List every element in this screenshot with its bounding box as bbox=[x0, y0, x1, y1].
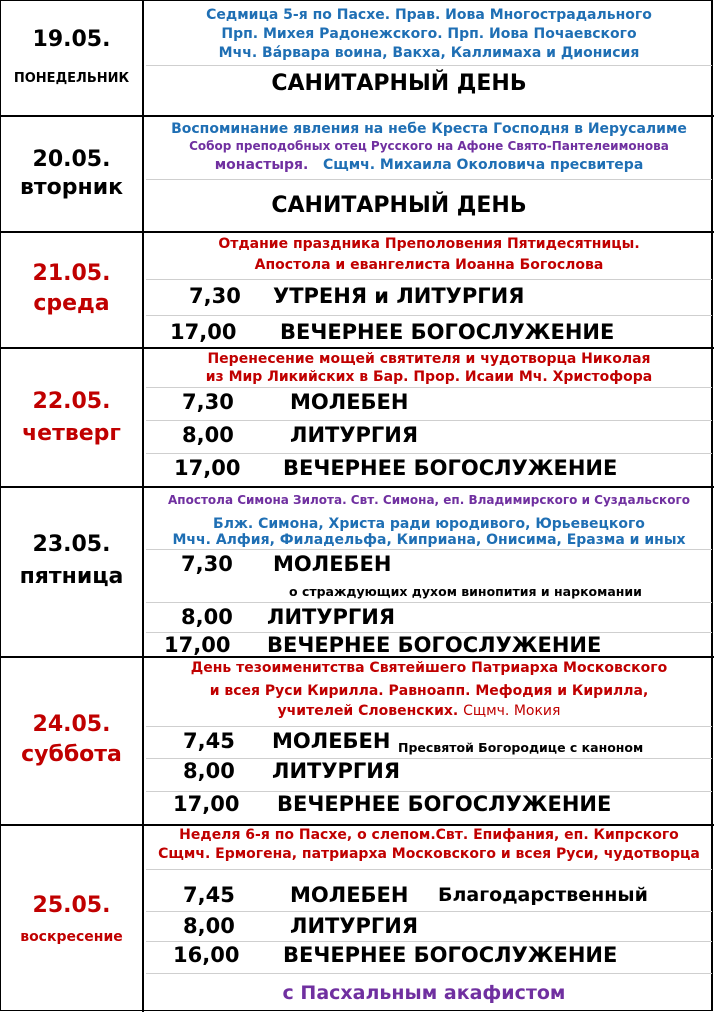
date-label: 23.05. bbox=[32, 532, 111, 557]
day-row-24 bbox=[1, 658, 714, 826]
service-name: ВЕЧЕРНЕЕ БОГОСЛУЖЕНИЕ bbox=[283, 943, 618, 967]
service-name: ЛИТУРГИЯ bbox=[272, 759, 401, 783]
date-cell bbox=[1, 658, 144, 824]
service-name: МОЛЕБЕН bbox=[272, 729, 391, 753]
service-time: 17,00 bbox=[164, 633, 231, 657]
service-name: ВЕЧЕРНЕЕ БОГОСЛУЖЕНИЕ bbox=[283, 456, 618, 480]
service-name: МОЛЕБЕН bbox=[290, 390, 409, 414]
day-row-25 bbox=[1, 826, 714, 1012]
reading-line: учителей Словенских. bbox=[277, 703, 459, 719]
weekday-label: пятница bbox=[19, 564, 124, 589]
day-row-21 bbox=[1, 233, 714, 349]
reading-line: Сщмч. Михаила Околовича пресвитера bbox=[322, 157, 644, 173]
reading-line: Блж. Симона, Христа ради юродивого, Юрьевецкого bbox=[213, 516, 645, 532]
service-time: 8,00 bbox=[181, 605, 233, 629]
day-row-19 bbox=[1, 1, 714, 117]
day-content bbox=[146, 233, 712, 347]
day-content bbox=[146, 1, 712, 115]
service-time: 17,00 bbox=[174, 456, 241, 480]
service-time: 8,00 bbox=[183, 759, 235, 783]
date-label: 20.05. bbox=[32, 147, 111, 172]
sanitary-day-notice: САНИТАРНЫЙ ДЕНЬ bbox=[271, 193, 527, 218]
reading-line: и всея Руси Кирилла. Равноапп. Мефодия и Кирилла, bbox=[209, 683, 649, 699]
weekday-label: суббота bbox=[21, 742, 122, 767]
date-cell bbox=[1, 1, 144, 115]
reading-line: монастыря. bbox=[214, 157, 309, 173]
weekday-label: вторник bbox=[19, 175, 124, 200]
date-label: 19.05. bbox=[32, 27, 111, 52]
service-name: ВЕЧЕРНЕЕ БОГОСЛУЖЕНИЕ bbox=[267, 633, 602, 657]
date-label: 25.05. bbox=[32, 893, 111, 918]
reading-line: Сщмч. Мокия bbox=[463, 703, 561, 719]
reading-line: День тезоименитства Святейшего Патриарха Московского bbox=[190, 660, 668, 676]
day-content bbox=[146, 488, 712, 656]
service-name: МОЛЕБЕН bbox=[290, 883, 409, 907]
day-content bbox=[146, 117, 712, 231]
service-time: 17,00 bbox=[170, 320, 237, 344]
service-time: 7,30 bbox=[181, 552, 233, 576]
day-content bbox=[146, 349, 712, 486]
akathist-note: с Пасхальным акафистом bbox=[282, 982, 566, 1004]
service-time: 7,30 bbox=[182, 390, 234, 414]
service-name: ВЕЧЕРНЕЕ БОГОСЛУЖЕНИЕ bbox=[280, 320, 615, 344]
day-row-22 bbox=[1, 349, 714, 488]
service-name: УТРЕНЯ и ЛИТУРГИЯ bbox=[273, 284, 525, 308]
reading-line: Собор преподобных отец Русского на Афоне Свято-Пантелеимонова bbox=[189, 139, 669, 153]
service-note: Пресвятой Богородице с каноном bbox=[398, 740, 644, 755]
service-time: 7,45 bbox=[183, 729, 235, 753]
day-row-23 bbox=[1, 488, 714, 658]
date-cell bbox=[1, 349, 144, 486]
weekday-label: воскресение bbox=[20, 929, 123, 945]
service-time: 17,00 bbox=[173, 792, 240, 816]
reading-line: Апостола Симона Зилота. Свт. Симона, еп. Владимирского и Суздальского bbox=[168, 493, 690, 507]
day-row-20 bbox=[1, 117, 714, 233]
reading-line: Апостола и евангелиста Иоанна Богослова bbox=[254, 257, 604, 273]
date-cell bbox=[1, 826, 144, 1012]
service-name: ЛИТУРГИЯ bbox=[267, 605, 396, 629]
service-time: 8,00 bbox=[183, 914, 235, 938]
reading-line: Сщмч. Ермогена, патриарха Московского и всея Руси, чудотворца bbox=[158, 846, 700, 862]
service-time: 7,45 bbox=[183, 883, 235, 907]
reading-line: Неделя 6-я по Пасхе, о слепом.Свт. Епифания, еп. Кипрского bbox=[179, 827, 679, 843]
date-label: 24.05. bbox=[32, 712, 111, 737]
reading-line: Отдание праздника Преполовения Пятидесятницы. bbox=[218, 236, 640, 252]
reading-line: Мчч. Алфия, Филадельфа, Киприана, Онисима, Еразма и иных bbox=[172, 532, 686, 548]
date-label: 22.05. bbox=[32, 389, 111, 414]
service-time: 8,00 bbox=[182, 423, 234, 447]
service-name: ЛИТУРГИЯ bbox=[290, 423, 419, 447]
service-time: 16,00 bbox=[173, 943, 240, 967]
reading-line: Прп. Михея Радонежского. Прп. Иова Почаевского bbox=[221, 26, 637, 42]
service-name: ВЕЧЕРНЕЕ БОГОСЛУЖЕНИЕ bbox=[277, 792, 612, 816]
day-content bbox=[146, 826, 712, 1012]
date-cell bbox=[1, 488, 144, 656]
service-name: МОЛЕБЕН bbox=[273, 552, 392, 576]
reading-line: Перенесение мощей святителя и чудотворца Николая bbox=[207, 351, 651, 367]
weekday-label: среда bbox=[33, 291, 110, 316]
weekday-label: ПОНЕДЕЛЬНИК bbox=[13, 71, 130, 86]
service-name: ЛИТУРГИЯ bbox=[290, 914, 419, 938]
date-cell bbox=[1, 233, 144, 347]
reading-line: Седмица 5-я по Пасхе. Прав. Иова Многострадального bbox=[206, 7, 652, 23]
reading-line: из Мир Ликийских в Бар. Прор. Исаии Мч. Христофора bbox=[205, 369, 653, 385]
reading-line: Воспоминание явления на небе Креста Господня в Иерусалиме bbox=[171, 121, 687, 137]
service-time: 7,30 bbox=[189, 284, 241, 308]
service-note: Благодарственный bbox=[438, 884, 648, 906]
date-label: 21.05. bbox=[32, 261, 111, 286]
reading-line: Мчч. Ва́рвара воина, Вакха, Каллимаха и Дионисия bbox=[218, 45, 640, 61]
service-note: о страждующих духом винопития и наркомании bbox=[289, 584, 642, 599]
day-content bbox=[146, 658, 712, 824]
sanitary-day-notice: САНИТАРНЫЙ ДЕНЬ bbox=[271, 71, 527, 96]
weekday-label: четверг bbox=[22, 421, 121, 446]
